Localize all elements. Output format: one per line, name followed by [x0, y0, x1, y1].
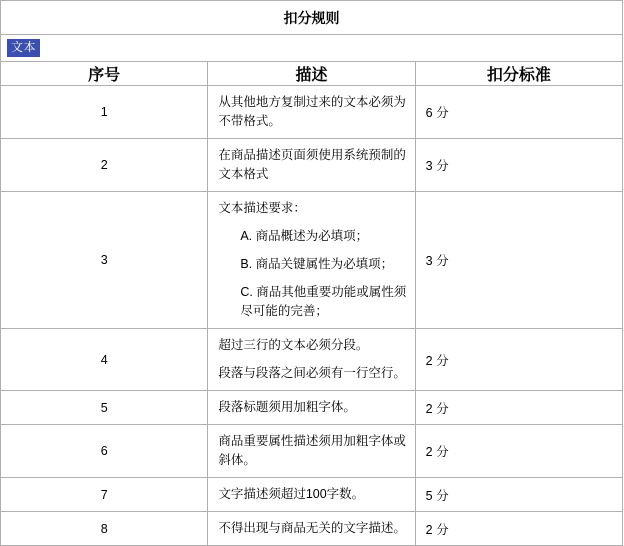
description-line: 从其他地方复制过来的文本必须为不带格式。: [218, 95, 406, 128]
row-description: [208, 391, 415, 425]
row-description: [208, 86, 415, 139]
table-row: [1, 192, 623, 329]
description-line: 段落标题须用加粗字体。: [218, 400, 356, 414]
table-row: [1, 512, 623, 546]
table-row: [1, 139, 623, 192]
row-index: 2: [1, 139, 208, 192]
table-header-row: [1, 62, 623, 86]
column-header-score: 扣分标准: [415, 62, 622, 86]
description-line: 超过三行的文本必须分段。: [218, 338, 369, 352]
description-line: 段落与段落之间必须有一行空行。: [218, 366, 406, 380]
row-description: [208, 512, 415, 546]
description-line: 文字描述须超过100字数。: [218, 487, 365, 501]
row-description: [208, 329, 415, 391]
row-index: 5: [1, 391, 208, 425]
description-line: C. 商品其他重要功能或属性须尽可能的完善；: [240, 285, 407, 318]
row-score: 5 分: [415, 478, 622, 512]
table-row: [1, 425, 623, 478]
description-line: B. 商品关键属性为必填项；: [240, 257, 394, 271]
row-description: [208, 192, 415, 329]
row-index: 1: [1, 86, 208, 139]
row-index: 8: [1, 512, 208, 546]
row-score: 2 分: [415, 329, 622, 391]
row-description: [208, 478, 415, 512]
row-description: [208, 425, 415, 478]
row-score: 2 分: [415, 512, 622, 546]
description-line: 文本描述要求：: [218, 201, 306, 215]
description-line: 在商品描述页面须使用系统预制的文本格式: [218, 148, 406, 181]
row-index: 6: [1, 425, 208, 478]
row-score: 3 分: [415, 139, 622, 192]
table-title-row: [1, 1, 623, 35]
column-header-description: 描述: [208, 62, 415, 86]
description-line: A. 商品概述为必填项；: [240, 229, 369, 243]
row-description: [208, 139, 415, 192]
row-score: 2 分: [415, 425, 622, 478]
row-index: 7: [1, 478, 208, 512]
table-row: [1, 329, 623, 391]
table-row: [1, 478, 623, 512]
page-title: 扣分规则: [1, 1, 623, 35]
table-row: [1, 391, 623, 425]
row-score: 2 分: [415, 391, 622, 425]
column-header-index: 序号: [1, 62, 208, 86]
status-badge: 文本: [7, 39, 40, 57]
row-index: 3: [1, 192, 208, 329]
row-score: 3 分: [415, 192, 622, 329]
row-score: 6 分: [415, 86, 622, 139]
description-line: 商品重要属性描述须用加粗字体或斜体。: [218, 434, 406, 467]
tag-cell: [1, 35, 623, 62]
description-line: 不得出现与商品无关的文字描述。: [218, 521, 406, 535]
row-index: 4: [1, 329, 208, 391]
table-tag-row: [1, 35, 623, 62]
table-row: [1, 86, 623, 139]
